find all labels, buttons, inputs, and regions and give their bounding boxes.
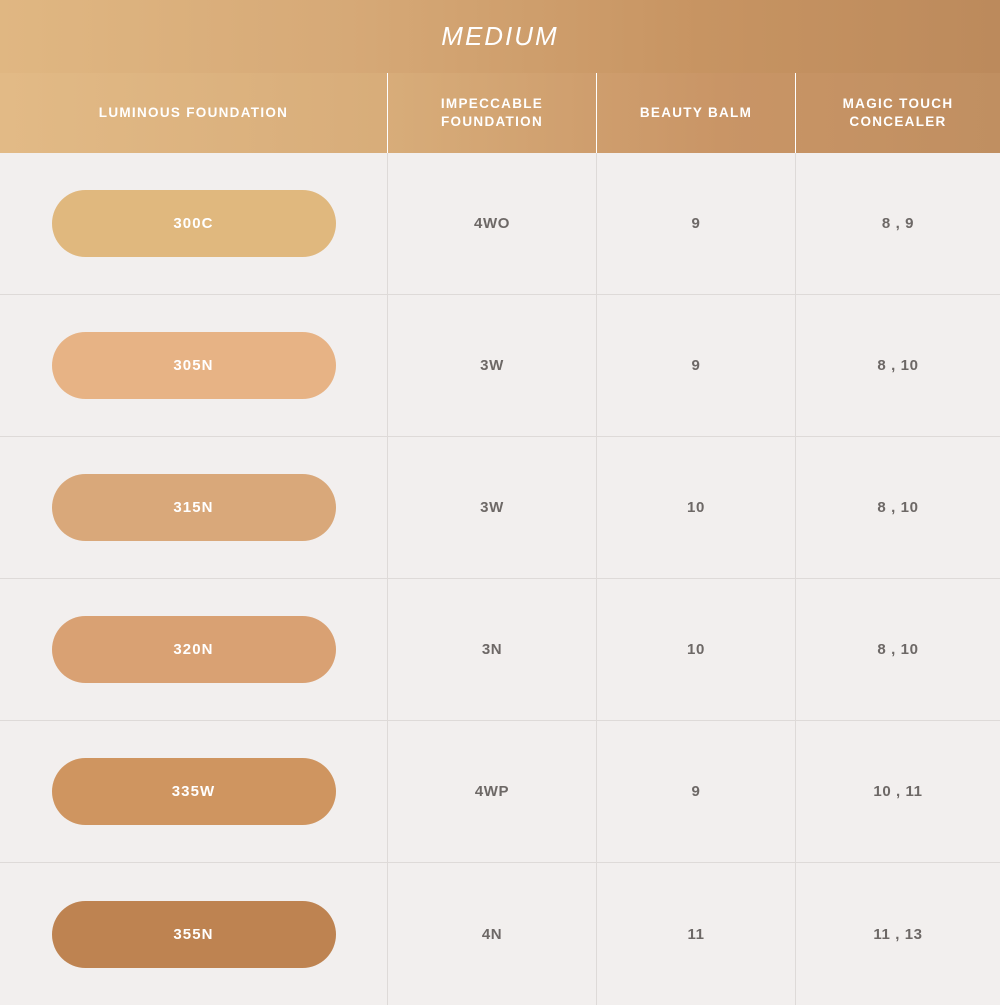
magic-touch-concealer-value: 10 , 11: [873, 783, 923, 800]
shade-swatch: 355N: [52, 901, 336, 968]
magic-touch-concealer-value: 8 , 9: [881, 215, 915, 232]
column-header-impeccable-foundation: IMPECCABLE FOUNDATION: [388, 73, 597, 153]
shade-swatch-cell: [0, 863, 388, 1005]
beauty-balm-value: 10: [597, 579, 796, 720]
chart-banner: [0, 0, 1000, 73]
impeccable-foundation-value: 4N: [388, 863, 597, 1005]
beauty-balm-value: 9: [597, 153, 796, 294]
beauty-balm-value: 9: [597, 295, 796, 436]
column-header-beauty-balm: BEAUTY BALM: [597, 73, 796, 153]
shade-swatch-cell: [0, 153, 388, 294]
table-row: [0, 579, 1000, 721]
column-header-magic-touch-concealer: MAGIC TOUCH CONCEALER: [842, 95, 954, 129]
shade-swatch-cell: [0, 579, 388, 720]
table-row: [0, 863, 1000, 1005]
table-header-row: [0, 73, 1000, 153]
shade-swatch: 315N: [52, 474, 336, 541]
impeccable-foundation-value: 3N: [388, 579, 597, 720]
shade-swatch-cell: [0, 437, 388, 578]
shade-swatch: 335W: [52, 758, 336, 825]
magic-touch-concealer-value: 8 , 10: [877, 499, 919, 516]
page-title: MEDIUM: [441, 21, 559, 51]
impeccable-foundation-value: 4WO: [388, 153, 597, 294]
impeccable-foundation-value: 4WP: [388, 721, 597, 862]
table-row: [0, 437, 1000, 579]
magic-touch-concealer-value: 11 , 13: [873, 925, 923, 943]
table-row: [0, 295, 1000, 437]
shade-swatch: 300C: [52, 190, 336, 257]
table-row: [0, 153, 1000, 295]
beauty-balm-value: 9: [597, 721, 796, 862]
table-row: [0, 721, 1000, 863]
beauty-balm-value: 10: [597, 437, 796, 578]
magic-touch-concealer-value: 8 , 10: [877, 641, 919, 658]
magic-touch-concealer-value: 8 , 10: [877, 357, 919, 374]
impeccable-foundation-value: 3W: [388, 295, 597, 436]
shade-swatch: 305N: [52, 332, 336, 399]
impeccable-foundation-value: 3W: [388, 437, 597, 578]
shade-swatch: 320N: [52, 616, 336, 683]
shade-swatch-cell: [0, 721, 388, 862]
beauty-balm-value: 11: [597, 863, 796, 1005]
shade-swatch-cell: [0, 295, 388, 436]
column-header-luminous-foundation: LUMINOUS FOUNDATION: [0, 73, 388, 153]
